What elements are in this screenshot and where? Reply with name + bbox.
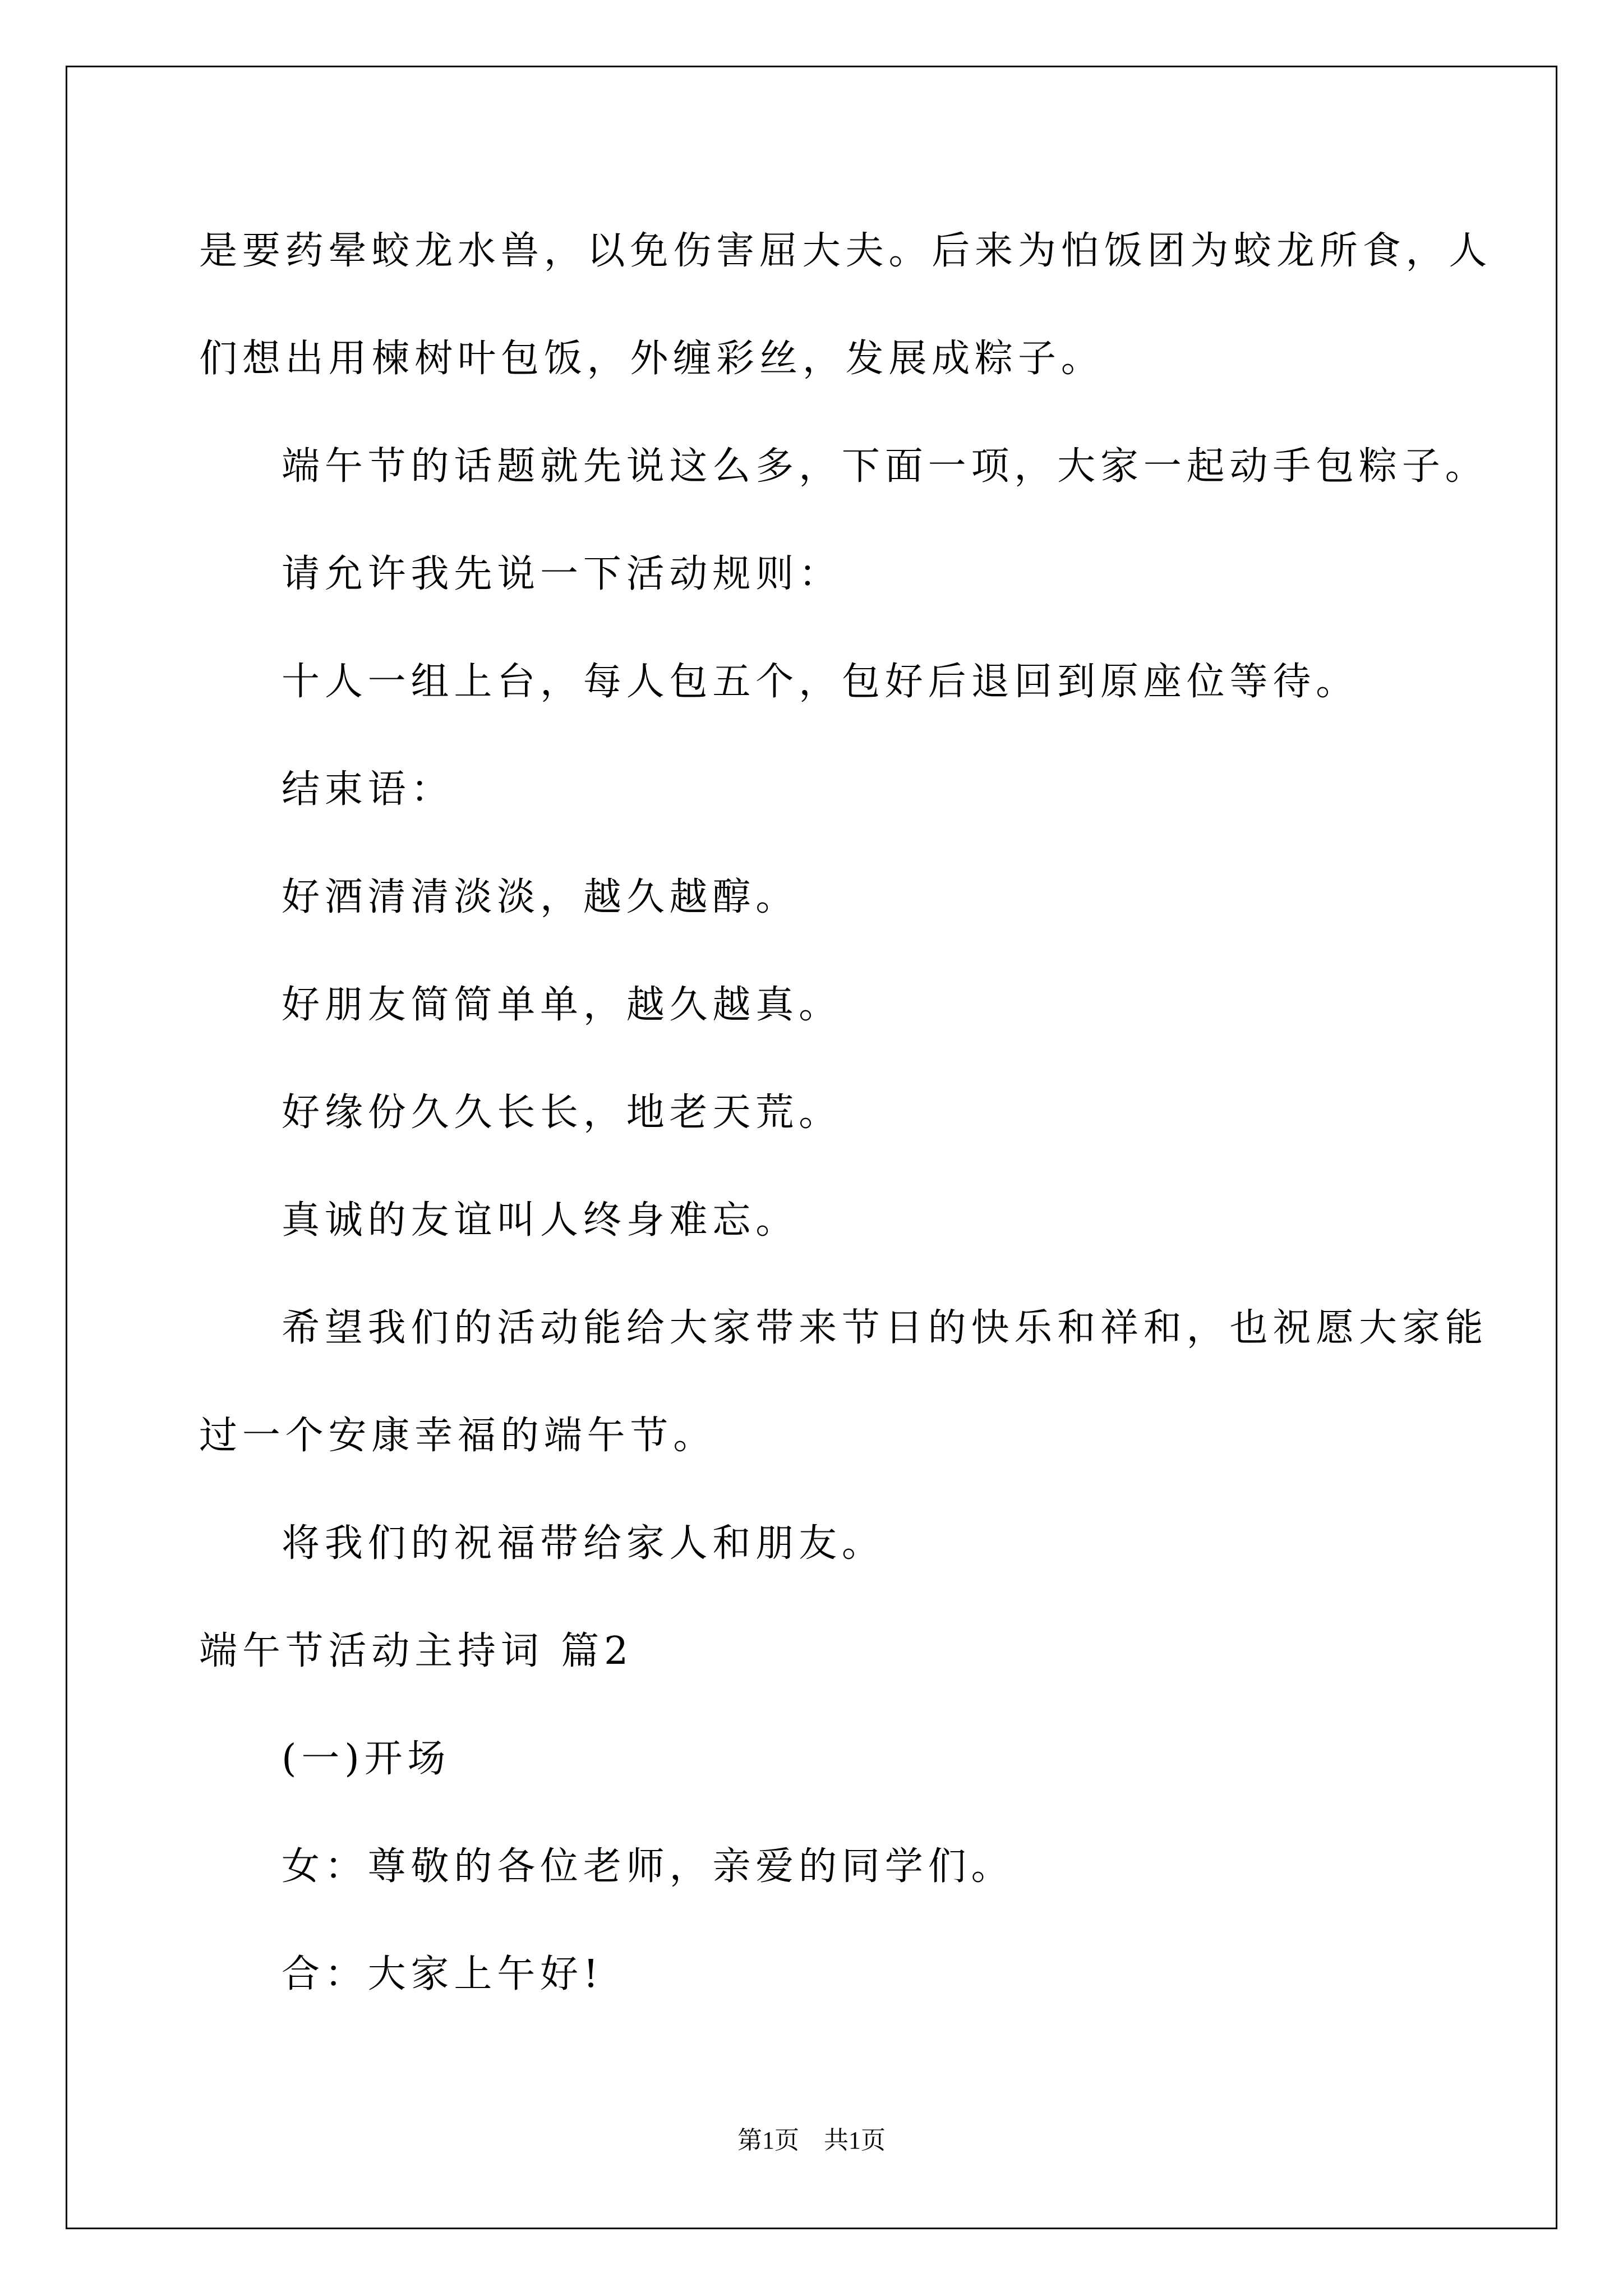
paragraph-line: 希望我们的活动能给大家带来节日的快乐和祥和，也祝愿大家能 <box>282 1306 1488 1350</box>
paragraph-line: (一)开场 <box>282 1737 451 1781</box>
paragraph-line: 请允许我先说一下活动规则： <box>282 552 842 596</box>
paragraph-line: 真诚的友谊叫人终身难忘。 <box>282 1198 799 1243</box>
paragraph-line: 好朋友简简单单，越久越真。 <box>282 983 842 1027</box>
section-heading: 端午节活动主持词 篇2 <box>199 1629 634 1673</box>
paragraph-line: 结束语： <box>282 767 454 812</box>
paragraph-line: 好酒清清淡淡，越久越醇。 <box>282 875 799 919</box>
paragraph-line: 是要药晕蛟龙水兽，以免伤害屈大夫。后来为怕饭团为蛟龙所食，人 <box>199 229 1492 273</box>
paragraph-line: 十人一组上台，每人包五个，包好后退回到原座位等待。 <box>282 660 1359 704</box>
paragraph-line: 合：大家上午好! <box>282 1952 604 1996</box>
paragraph-line: 女：尊敬的各位老师，亲爱的同学们。 <box>282 1844 1015 1889</box>
paragraph-line: 们想出用楝树叶包饭，外缠彩丝，发展成粽子。 <box>199 337 1104 381</box>
paragraph-line: 端午节的话题就先说这么多，下面一项，大家一起动手包粽子。 <box>282 444 1488 489</box>
paragraph-line: 过一个安康幸福的端午节。 <box>199 1414 717 1458</box>
page-number-footer: 第1页 共1页 <box>737 2127 886 2154</box>
paragraph-line: 将我们的祝福带给家人和朋友。 <box>282 1521 885 1566</box>
paragraph-line: 好缘份久久长长，地老天荒。 <box>282 1091 842 1135</box>
page-border <box>66 66 1557 2229</box>
